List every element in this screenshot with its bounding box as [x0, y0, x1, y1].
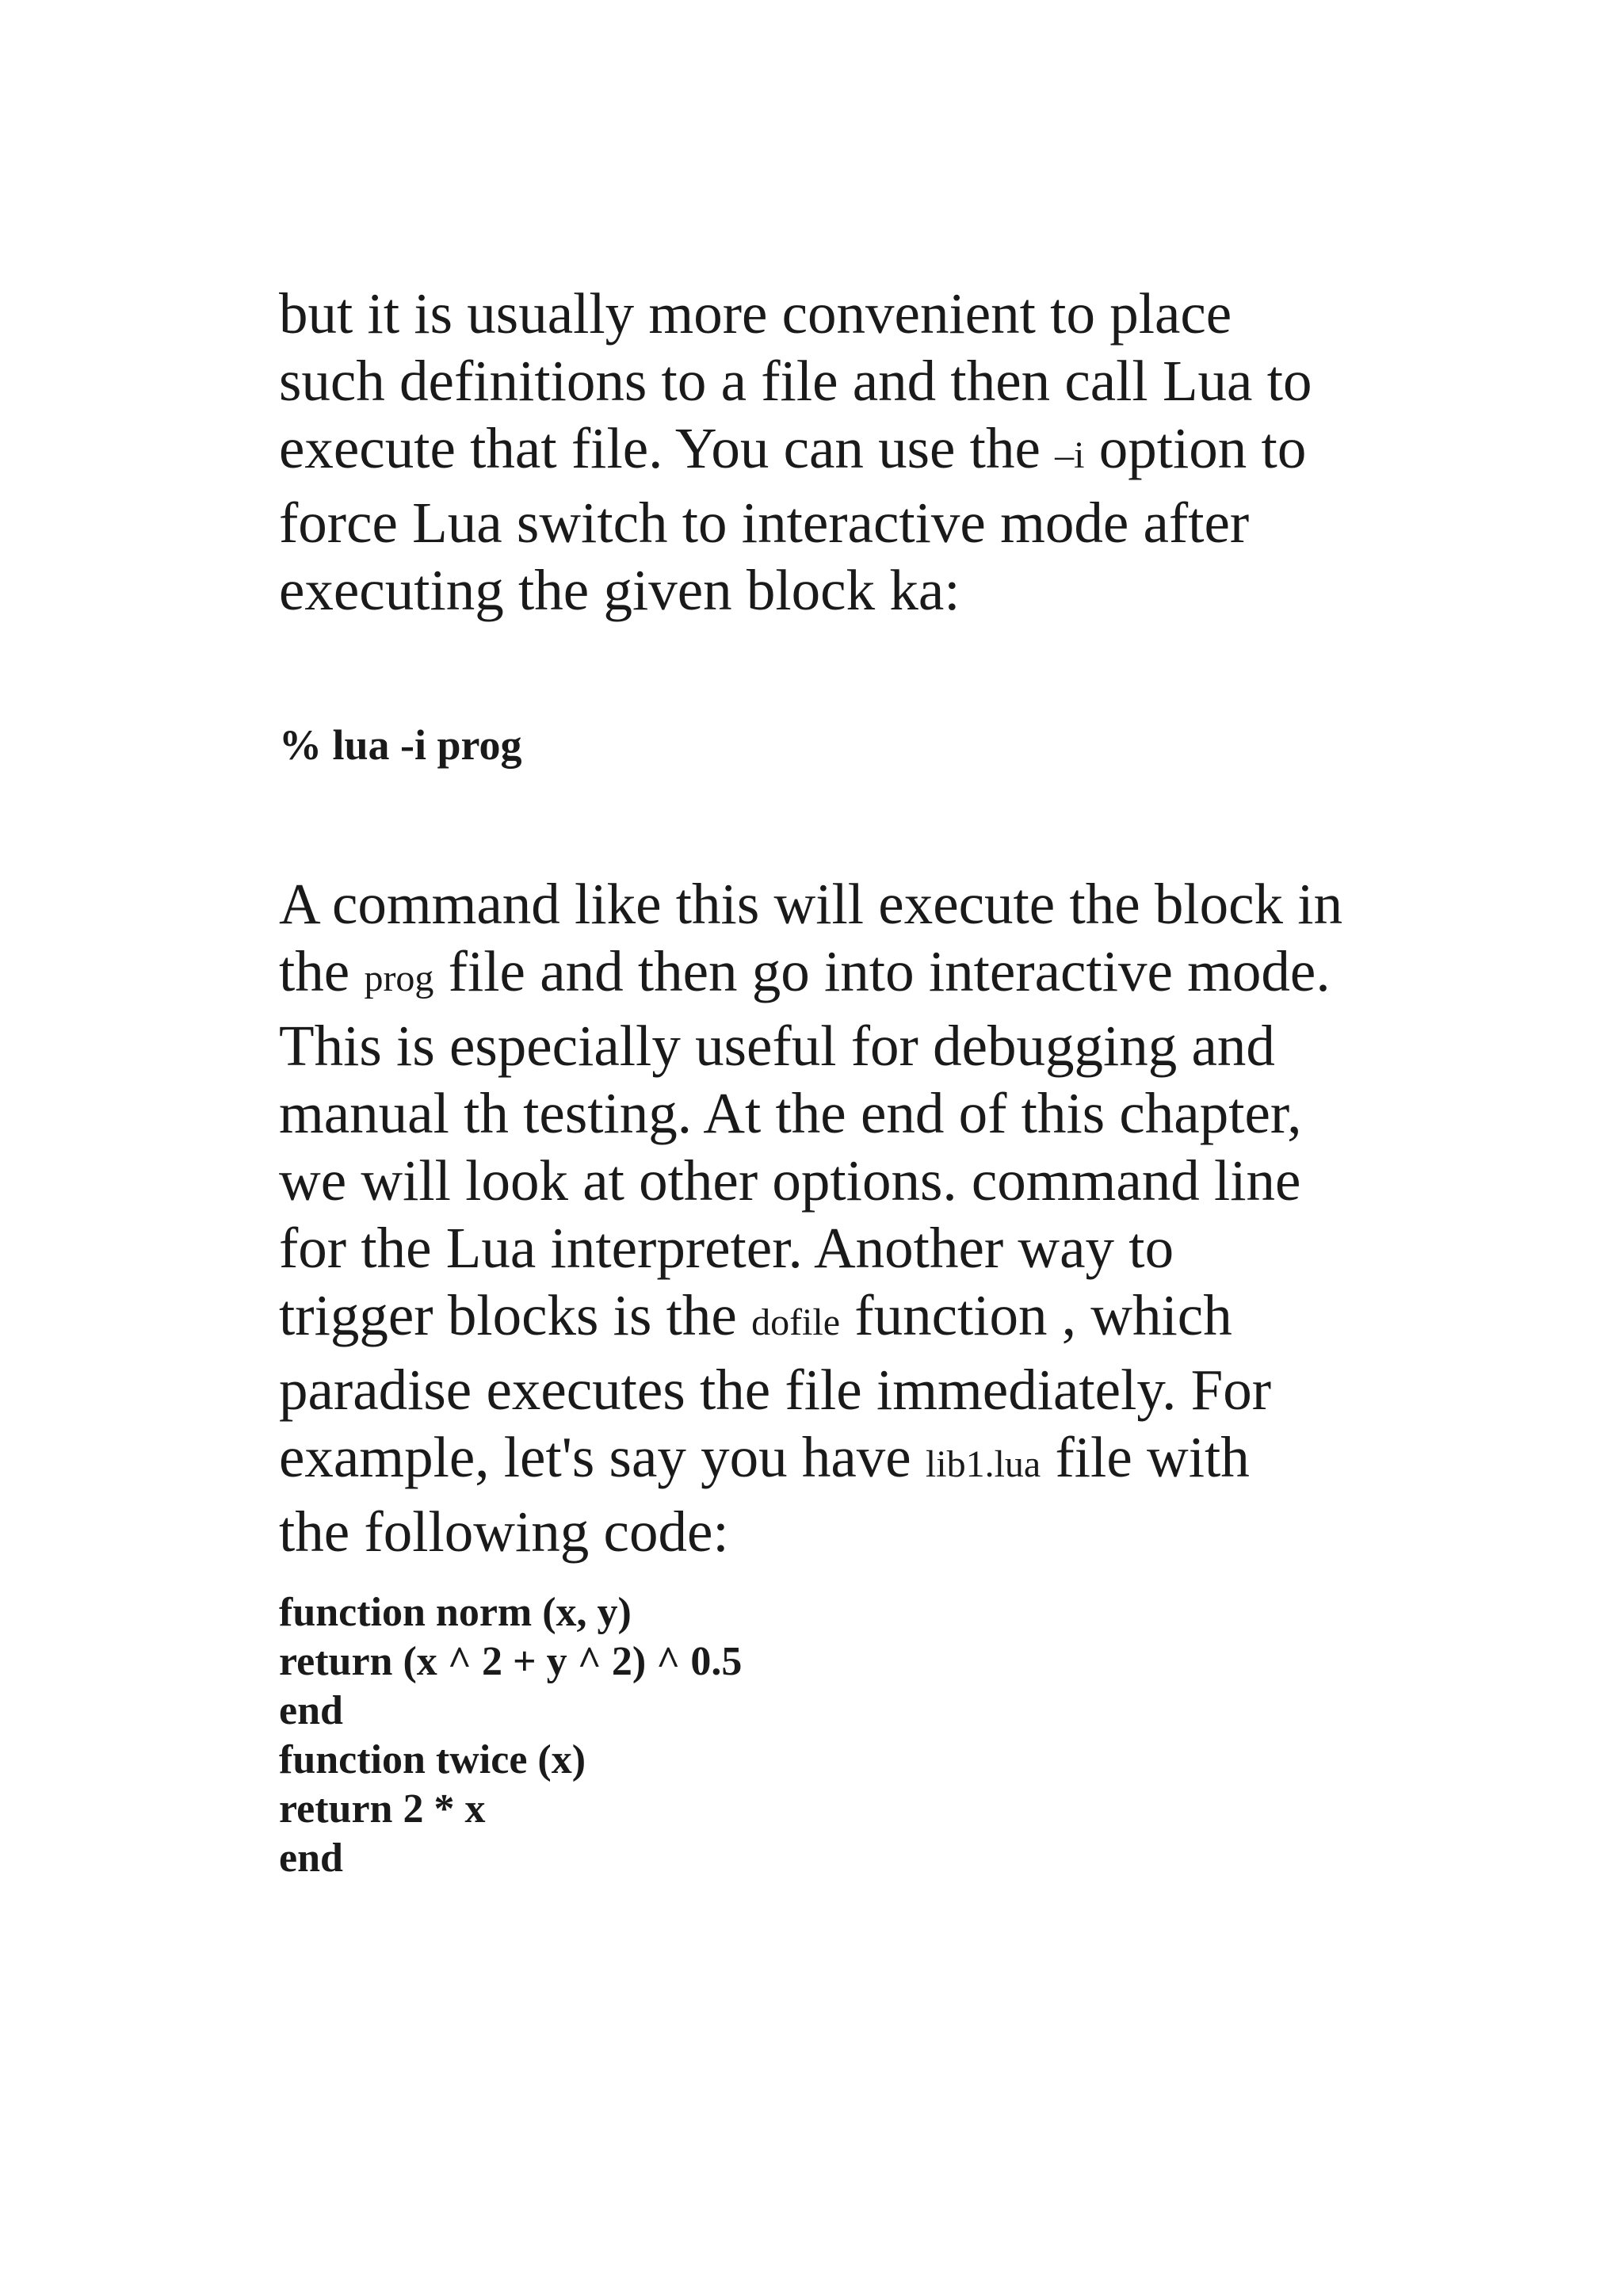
- text-line: for the Lua interpreter. Another way to: [279, 1216, 1174, 1280]
- inline-code-function: dofile: [751, 1301, 841, 1343]
- text-segment: option to: [1084, 416, 1307, 480]
- text-segment: example, let's say you have: [279, 1425, 926, 1489]
- text-segment: file with: [1041, 1425, 1250, 1489]
- code-line: function twice (x): [279, 1737, 586, 1782]
- inline-code-filename: lib1.lua: [925, 1443, 1041, 1485]
- text-line: manual th testing. At the end of this chapter,: [279, 1081, 1302, 1145]
- text-line: executing the given block ka:: [279, 558, 960, 622]
- text-line: but it is usually more convenient to place: [279, 281, 1232, 346]
- code-line: return 2 * x: [279, 1786, 486, 1832]
- paragraph-intro: [279, 280, 1312, 624]
- text-line: the following code:: [279, 1499, 729, 1564]
- inline-code-option: –i: [1055, 434, 1085, 476]
- text-line: A command like this will execute the block in: [279, 872, 1343, 936]
- code-listing: [279, 1588, 742, 1883]
- text-line: force Lua switch to interactive mode after: [279, 491, 1250, 555]
- command-example: % lua -i prog: [279, 721, 522, 769]
- text-segment: the: [279, 939, 365, 1003]
- code-line: end: [279, 1836, 343, 1881]
- text-segment: execute that file. You can use the: [279, 416, 1056, 480]
- text-line: [279, 1282, 1342, 1356]
- text-line: [279, 938, 1342, 1012]
- text-segment: function , which: [840, 1283, 1232, 1347]
- text-line: [279, 415, 1312, 489]
- text-segment: trigger blocks is the: [279, 1283, 752, 1347]
- code-line: function norm (x, y): [279, 1590, 632, 1635]
- inline-code-filename: prog: [364, 957, 434, 999]
- code-line: end: [279, 1688, 343, 1733]
- text-line: paradise executes the file immediately. For: [279, 1358, 1272, 1422]
- text-line: [279, 1423, 1342, 1498]
- text-line: we will look at other options. command line: [279, 1148, 1301, 1213]
- code-line: return (x ^ 2 + y ^ 2) ^ 0.5: [279, 1639, 743, 1684]
- paragraph-explanation: [279, 870, 1342, 1565]
- text-segment: file and then go into interactive mode.: [433, 939, 1331, 1003]
- text-line: This is especially useful for debugging and: [279, 1014, 1275, 1078]
- text-line: such definitions to a file and then call Lua to: [279, 349, 1312, 413]
